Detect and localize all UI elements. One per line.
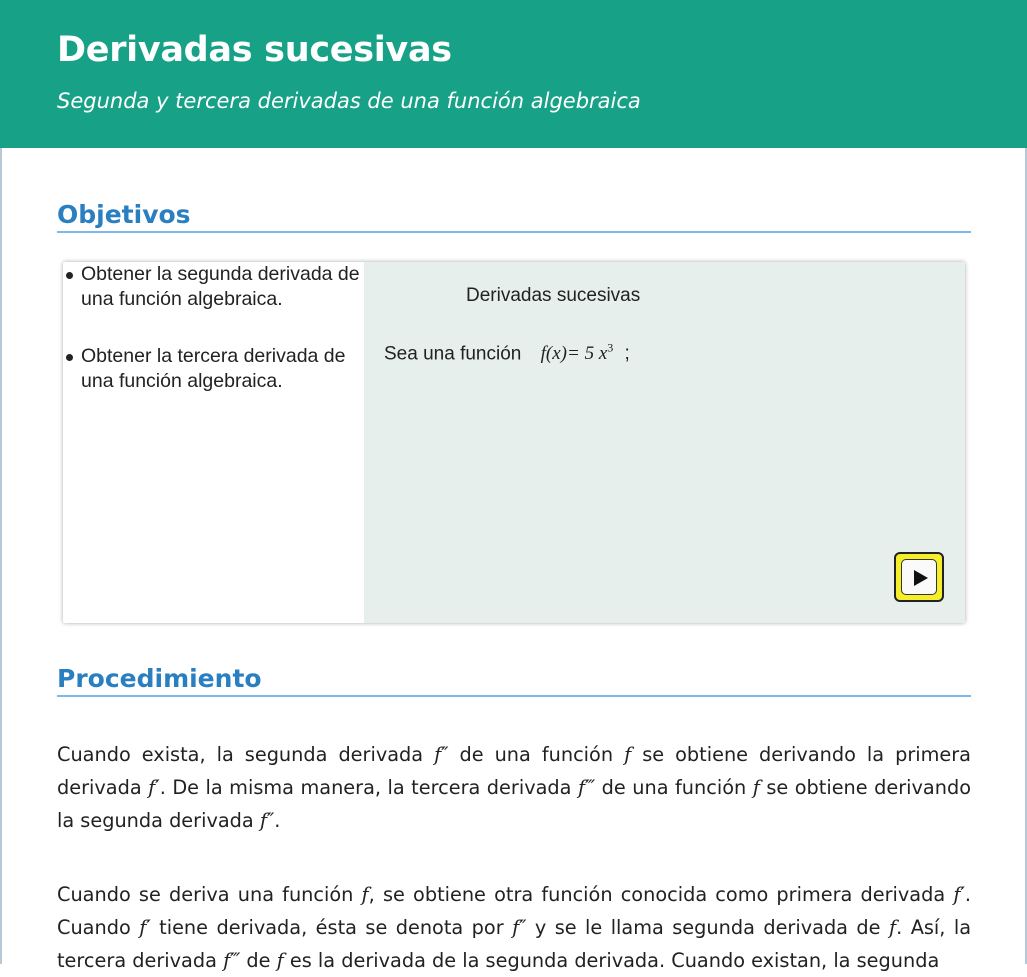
paragraph-text: y se le llama segunda derivada de xyxy=(526,916,889,939)
paragraph-text: . xyxy=(274,809,281,832)
paragraph-text: . Cuando xyxy=(57,883,971,939)
applet-title: Derivadas sucesivas xyxy=(466,285,641,306)
math-symbol: f xyxy=(888,916,897,939)
math-symbol: f″ xyxy=(434,743,449,766)
math-symbol: f″ xyxy=(512,916,527,939)
function-formula xyxy=(541,343,614,364)
paragraph-text: de xyxy=(240,949,277,972)
section-heading-procedimiento: Procedimiento xyxy=(57,664,971,697)
semicolon: ; xyxy=(624,343,630,365)
paragraph-text: Cuando exista, la segunda derivada xyxy=(57,743,435,766)
math-symbol: f xyxy=(276,949,284,972)
paragraph-text: de una función xyxy=(595,776,753,799)
paragraph-text: se obtiene derivando la primera derivada xyxy=(57,743,971,799)
paragraph xyxy=(57,738,971,837)
play-icon xyxy=(914,570,928,586)
math-symbol: f‴ xyxy=(223,949,241,972)
math-symbol: f″ xyxy=(259,809,275,832)
paragraph-text: se obtiene derivando la segunda derivada xyxy=(57,776,972,832)
math-symbol: f xyxy=(752,776,760,799)
play-button-inner xyxy=(901,559,937,595)
math-symbol: f′ xyxy=(148,776,160,799)
function-expression: f(x)= 5 x xyxy=(540,343,608,365)
paragraph xyxy=(57,878,971,977)
objective-item: Obtener la segunda derivada de una función algebraica. xyxy=(63,262,364,312)
page-subtitle: Segunda y tercera derivadas de una función algebraica xyxy=(57,89,641,113)
math-symbol: f xyxy=(361,883,369,906)
function-intro: Sea una función xyxy=(384,343,522,365)
paragraph-text: tiene derivada, ésta se denota por xyxy=(150,916,513,939)
play-button[interactable] xyxy=(894,552,944,602)
math-symbol: f xyxy=(624,743,632,766)
paragraph-text: es la derivada de la segunda derivada. Cuando existan, la segunda xyxy=(283,949,940,972)
paragraph-text: de una función xyxy=(448,743,625,766)
math-symbol: f‴ xyxy=(577,776,596,799)
geogebra-applet xyxy=(63,262,965,623)
paragraph-text: , se obtiene otra función conocida como primera derivada xyxy=(368,883,954,906)
page-header xyxy=(0,0,1027,148)
function-statement xyxy=(384,341,630,365)
math-symbol: f′ xyxy=(139,916,151,939)
paragraph-text: . De la misma manera, la tercera derivada xyxy=(159,776,578,799)
paragraph-text: . Así, la tercera derivada xyxy=(57,916,972,972)
paragraph-text: Cuando se deriva una función xyxy=(57,883,362,906)
page-title: Derivadas sucesivas xyxy=(57,30,452,70)
function-exponent: 3 xyxy=(607,341,614,355)
objective-item: Obtener la tercera derivada de una función algebraica. xyxy=(63,344,364,394)
objectives-list xyxy=(63,262,364,623)
math-symbol: f′ xyxy=(953,883,965,906)
applet-canvas[interactable] xyxy=(364,262,965,623)
section-heading-objetivos: Objetivos xyxy=(57,200,971,233)
